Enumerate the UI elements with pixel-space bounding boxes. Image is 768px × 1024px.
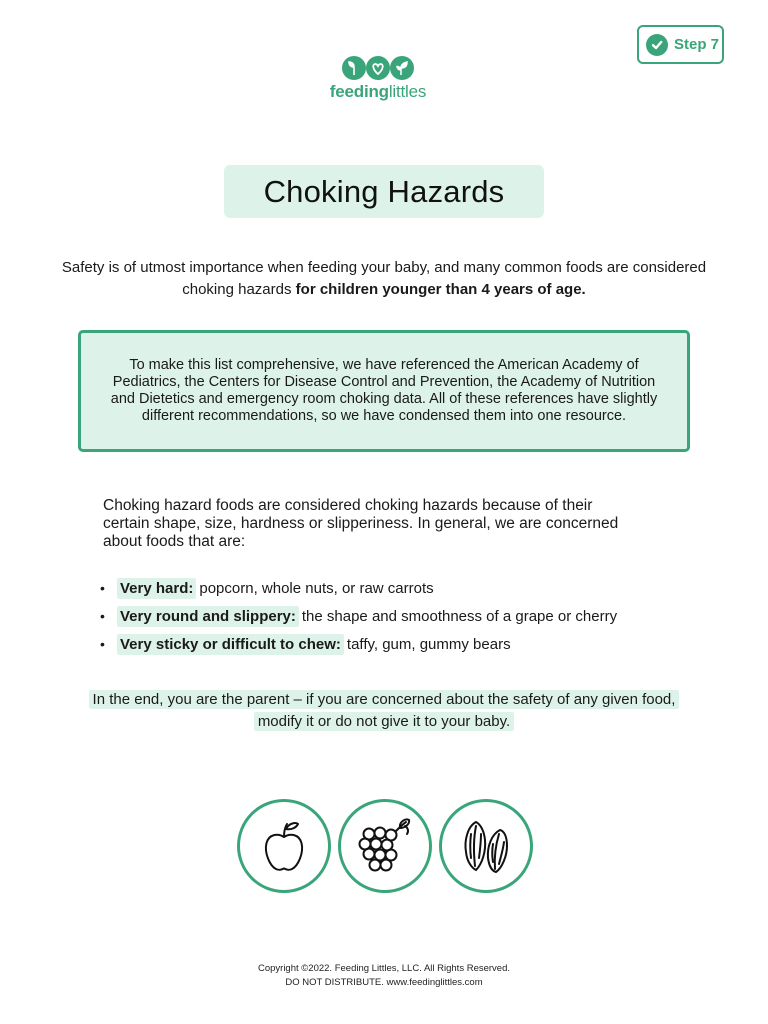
intro-paragraph [60, 257, 708, 301]
bullet: • [100, 636, 105, 652]
leaf-icon [342, 56, 366, 80]
nuts-icon [439, 799, 533, 893]
hazard-term: Very sticky or difficult to chew: [117, 634, 344, 655]
check-icon [646, 34, 668, 56]
distribution-notice: DO NOT DISTRIBUTE. www.feedinglittles.com [285, 977, 483, 988]
brand-logo [313, 56, 443, 102]
list-item [100, 630, 617, 658]
list-item [100, 574, 617, 602]
footer [0, 962, 768, 990]
apple-icon [237, 799, 331, 893]
heart-icon [366, 56, 390, 80]
reference-note-box [78, 330, 690, 452]
hazard-examples: the shape and smoothness of a grape or cherry [301, 607, 618, 625]
concern-paragraph: Choking hazard foods are considered choking hazards because of their certain shape, size, hardness or slipperiness. In general, we are concerned about foods that are: [103, 497, 619, 550]
brand-rest: littles [388, 82, 427, 101]
step-badge [637, 25, 724, 64]
closing-paragraph [84, 689, 684, 733]
hazard-term: Very hard: [117, 578, 196, 599]
intro-text: Safety is of utmost importance when feeding your baby, and many common foods are considered choking hazards [61, 259, 707, 298]
copyright: Copyright ©2022. Feeding Littles, LLC. All Rights Reserved. [257, 963, 511, 974]
list-item [100, 602, 617, 630]
hazard-list [100, 574, 617, 658]
bullet: • [100, 608, 105, 624]
sprout-icon [390, 56, 414, 80]
hazard-examples: popcorn, whole nuts, or raw carrots [199, 579, 434, 597]
page-title: Choking Hazards [224, 165, 544, 218]
bullet: • [100, 580, 105, 596]
reference-note: To make this list comprehensive, we have referenced the American Academy of Pediatrics, the Centers for Disease Control and Prevention, the Academy of Nutrition and Dietetics and emergency room choking data. All of these references have slightly different recommendations, so we have condensed them into one resource. [110, 357, 658, 424]
hazard-examples: taffy, gum, gummy bears [346, 635, 511, 653]
step-label: Step 7 [674, 36, 720, 53]
grapes-icon [338, 799, 432, 893]
intro-bold: for children younger than 4 years of age. [295, 281, 586, 298]
hazard-term: Very round and slippery: [117, 606, 299, 627]
food-icons [237, 799, 533, 893]
closing-text: In the end, you are the parent – if you are concerned about the safety of any given food, modify it or do not give it to your baby. [89, 690, 680, 731]
brand-name [313, 82, 443, 102]
brand-bold: feeding [329, 82, 389, 101]
